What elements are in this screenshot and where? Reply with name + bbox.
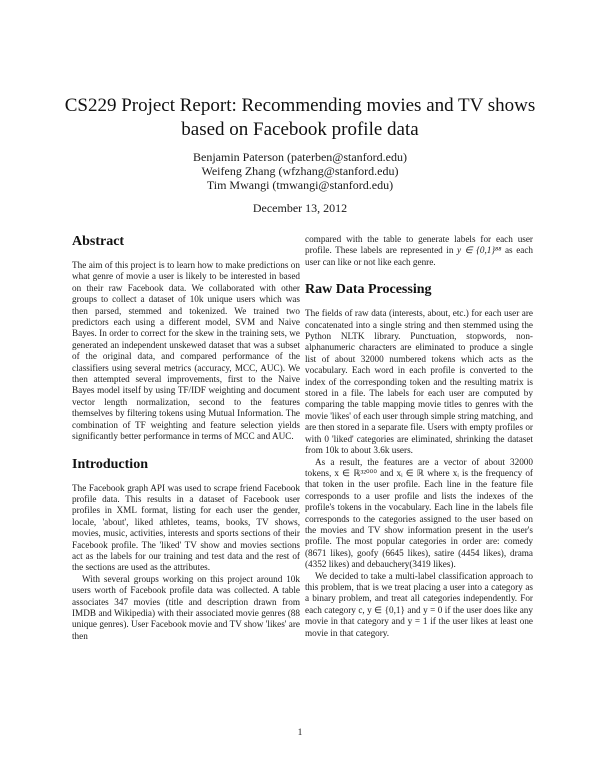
- introduction-paragraph-2: With several groups working on this project around 10k users worth of Facebook profile data was collected. A table associates 347 movies (title and description drawn from IMDB and Wikipedia) with their associated movie genres (88 unique genres). User Facebook movie and TV show 'likes' are then: [72, 573, 300, 641]
- introduction-heading: Introduction: [72, 456, 148, 472]
- continuation-text-b: as each user can like or not like each genre.: [305, 245, 534, 267]
- paper-date: December 13, 2012: [252, 201, 348, 215]
- continuation-text-a: compared with the table to generate labels for each user profile. These labels are represented in: [305, 234, 533, 256]
- raw-data-heading: Raw Data Processing: [305, 282, 432, 298]
- raw-data-paragraph-2: As a result, the features are a vector of about 32000 tokens, x ∈ ℝ³²⁰⁰⁰ and xᵢ ∈ ℝ where xᵢ is the frequency of that token in the user profile. Each line in the feature file corresponds to a user profile and lists the indexes of the profile's tokens in the vocabulary. Each line in the labels file corresponds to the categories assigned to the user based on the movies and TV show information present in the user's profile. The most popular categories in order are: comedy (8671 likes), goofy (6645 likes), satire (4454 likes), drama (4352 likes) and debauchery(3419 likes).: [305, 456, 533, 570]
- paper-title: [60, 94, 540, 142]
- author-list: [100, 150, 500, 192]
- raw-data-paragraph-3: We decided to take a multi-label classification approach to this problem, that is we treat placing a user into a category as a binary problem, and treat all categories independently. For each category c, y ∈ {0,1} and y = 0 if the user does like any movie in that category and y = 1 if the user likes at least one movie in that category.: [305, 570, 533, 638]
- author-2: Weifeng Zhang (wfzhang@stanford.edu): [201, 164, 399, 178]
- left-column: [72, 234, 300, 642]
- page-number: 1: [297, 728, 303, 738]
- abstract-continuation: [305, 234, 533, 268]
- title-line-1: CS229 Project Report: Recommending movies and TV shows: [64, 95, 536, 116]
- introduction-paragraph-1: The Facebook graph API was used to scrape friend Facebook profile data. This results in a dataset of Facebook user profiles in XML format, listing for each user the gender, locale, 'about', liked athletes, teams, books, TV shows, movies, music, activities, interests and sports sections of their Facebook profile. The 'liked' TV show and movies sections act as the labels for our training and test data and the rest of the sections are used as the attributes.: [72, 482, 300, 573]
- abstract-text: The aim of this project is to learn how to make predictions on what genre of movie a user is likely to be interested in based on their raw Facebook data. We collaborated with other groups to collect a dataset of 10k unique users which was then parsed, stemmed and tokenized. We trained two predictors each using a different model, SVM and Naive Bayes. In order to correct for the skew in the training sets, we generated an independent unskewed dataset that was a subset of the original data, and compared performance of the classifiers using several metrics (accuracy, MCC, AUC). We then attempted several improvements, first to the Naive Bayes model itself by using TF/IDF weighting and document vector length normalization, second to the features themselves by filtering tokens using Mutual Information. The combination of TF weighting and feature selection yields significantly better performance in terms of MCC and AUC.: [72, 260, 300, 442]
- abstract-heading: Abstract: [72, 234, 125, 249]
- right-column: [305, 234, 533, 639]
- title-line-2: based on Facebook profile data: [181, 119, 419, 140]
- raw-data-paragraph-1: The fields of raw data (interests, about, etc.) for each user are concatenated into a single string and then stemmed using the Python NLTK library. Punctuation, stopwords, non-alphanumeric characters are eliminated to produce a single list of about 32000 numbered tokens which acts as the vocabulary. Each word in each profile is converted to the index of the corresponding token and the resulting matrix is stored in a file. The labels for each user are computed by comparing the table mapping movie titles to genres with the movie 'likes' of each user through simple string matching, and are then stored in a separate file. Users with empty profiles or with 0 'liked' categories are eliminated, shrinking the dataset from 10k to about 3.6k users.: [305, 308, 533, 456]
- label-vector-math: y ∈ {0,1}⁸⁸: [457, 245, 502, 256]
- author-3: Tim Mwangi (tmwangi@stanford.edu): [206, 178, 394, 192]
- author-1: Benjamin Paterson (paterben@stanford.edu): [193, 150, 407, 164]
